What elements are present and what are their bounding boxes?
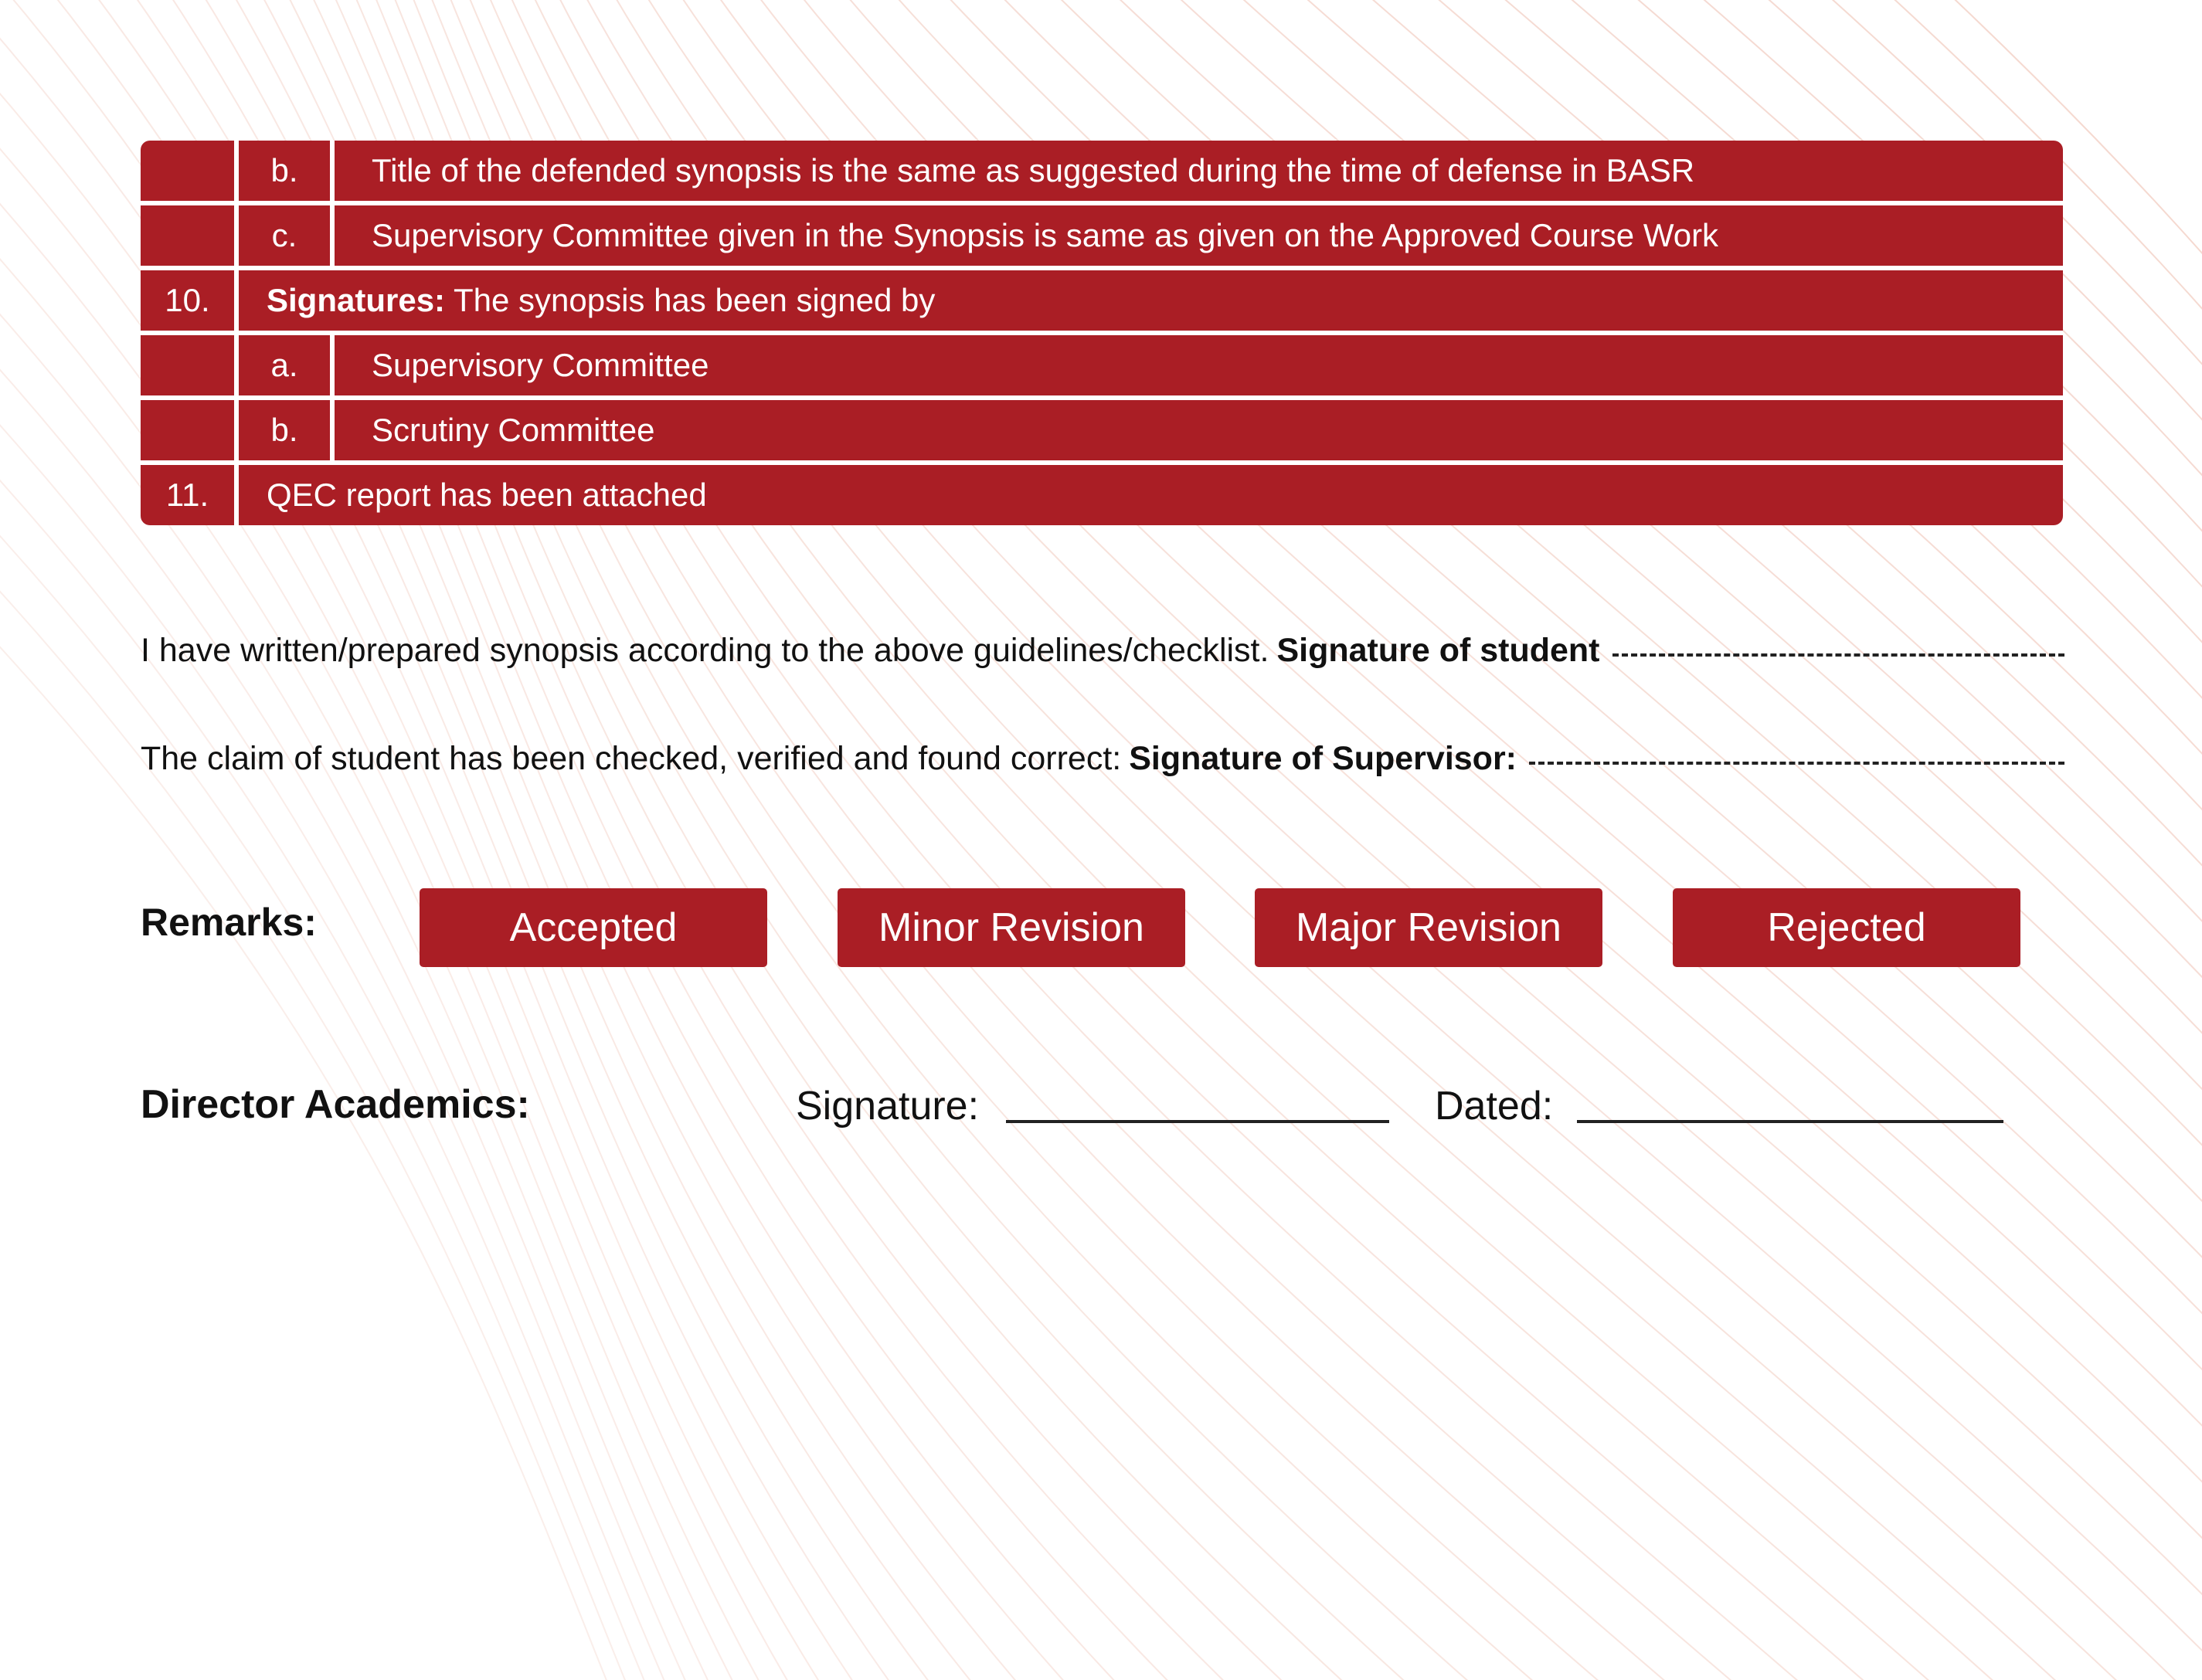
supervisor-signature-label: Signature of Supervisor:: [1129, 740, 1517, 777]
row-text: Title of the defended synopsis is the same as suggested during the time of defense in BASR: [332, 141, 2063, 203]
row-number: [141, 398, 236, 463]
row-text: Scrutiny Committee: [332, 398, 2063, 463]
director-signature-line[interactable]: [1006, 1120, 1389, 1123]
dated-line[interactable]: [1577, 1120, 2003, 1123]
row-lead-text: Signatures:: [267, 282, 446, 318]
dated-label: Dated:: [1435, 1084, 1554, 1128]
row-text: [236, 268, 2063, 333]
major-revision-button[interactable]: Major Revision: [1255, 888, 1602, 967]
checklist-table: [141, 141, 2063, 525]
director-signature-label: Signature:: [796, 1084, 980, 1128]
minor-revision-button[interactable]: Minor Revision: [838, 888, 1185, 967]
student-declaration: [141, 632, 2064, 670]
checklist-row: [141, 203, 2063, 268]
row-number: [141, 141, 236, 203]
row-number: 10.: [141, 268, 236, 333]
row-number: [141, 203, 236, 268]
checklist-row: [141, 463, 2063, 525]
accepted-button[interactable]: Accepted: [420, 888, 767, 967]
row-text: Supervisory Committee: [332, 333, 2063, 398]
student-signature-label: Signature of student: [1276, 632, 1600, 669]
row-sub-letter: b.: [236, 141, 332, 203]
rejected-button[interactable]: Rejected: [1673, 888, 2020, 967]
student-declaration-text: I have written/prepared synopsis according to the above guidelines/checklist.: [141, 632, 1269, 669]
remarks-label: Remarks:: [141, 901, 317, 944]
row-number: [141, 333, 236, 398]
row-trailing-text: The synopsis has been signed by: [445, 282, 936, 318]
student-signature-line[interactable]: [1612, 653, 2064, 657]
row-sub-letter: a.: [236, 333, 332, 398]
row-sub-letter: b.: [236, 398, 332, 463]
row-text: Supervisory Committee given in the Synopsis is same as given on the Approved Course Work: [332, 203, 2063, 268]
row-sub-letter: c.: [236, 203, 332, 268]
supervisor-declaration-text: The claim of student has been checked, verified and found correct:: [141, 740, 1122, 777]
supervisor-signature-line[interactable]: [1529, 762, 2064, 765]
checklist-row: [141, 141, 2063, 203]
row-text: QEC report has been attached: [236, 463, 2063, 525]
director-academics-label: Director Academics:: [141, 1082, 530, 1127]
checklist-row: [141, 398, 2063, 463]
checklist-row: [141, 333, 2063, 398]
supervisor-declaration: [141, 740, 2064, 778]
row-number: 11.: [141, 463, 236, 525]
checklist-row: [141, 268, 2063, 333]
